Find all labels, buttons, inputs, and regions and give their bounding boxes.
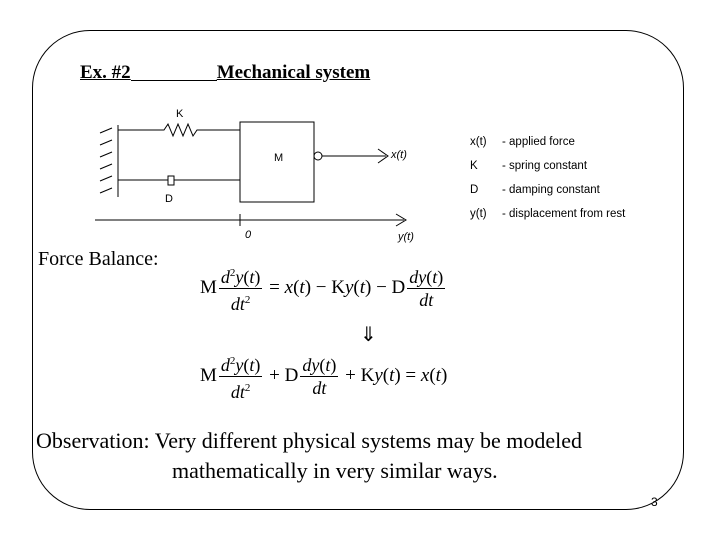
slide-title [80,62,370,84]
title-main: Mechanical system [216,62,371,83]
legend-item [470,154,625,178]
legend-symbol: x(t) [470,136,487,148]
legend-text: - displacement from rest [502,208,626,220]
equation-force-balance: M $\frac{d^2y(t)}{dt^2}$ = x(t) − Ky(t) − D $\frac{dy(t)}{dt}$ [200,262,447,315]
force-attachment [314,152,322,160]
implies-arrow: ⇓ [360,324,377,346]
variable-legend [470,130,625,226]
force-balance-label: Force Balance: [38,248,159,270]
force-label: x(t) [391,149,407,161]
legend-symbol: y(t) [470,208,487,220]
spring-label: K [176,108,184,120]
legend-symbol: K [470,160,478,172]
title-underline-gap [131,63,217,81]
observation-line-1: Observation: Very different physical systems may be modeled [36,428,583,453]
observation-text [36,426,582,486]
spring [118,124,240,136]
legend-symbol: D [470,184,479,196]
damper-label: D [165,193,173,205]
displacement-label: y(t) [398,231,414,243]
equation-rearranged: M $\frac{d^2y(t)}{dt^2}$ + D $\frac{dy(t)}{dt}$ + Ky(t) = x(t) [200,350,447,403]
observation-line-2: mathematically in very similar ways. [172,458,498,483]
damper-piston [168,176,174,185]
legend-text: - damping constant [502,184,600,196]
legend-item [470,202,625,226]
origin-label: 0 [245,229,252,241]
mass-label: M [274,152,284,164]
title-prefix: Ex. #2 [80,62,131,83]
legend-text: - applied force [502,136,575,148]
mechanical-system-diagram [90,100,430,245]
legend-text: - spring constant [502,160,588,172]
page-number: 3 [651,495,658,509]
wall-hatch [100,128,112,193]
legend-item [470,178,625,202]
legend-item [470,130,625,154]
